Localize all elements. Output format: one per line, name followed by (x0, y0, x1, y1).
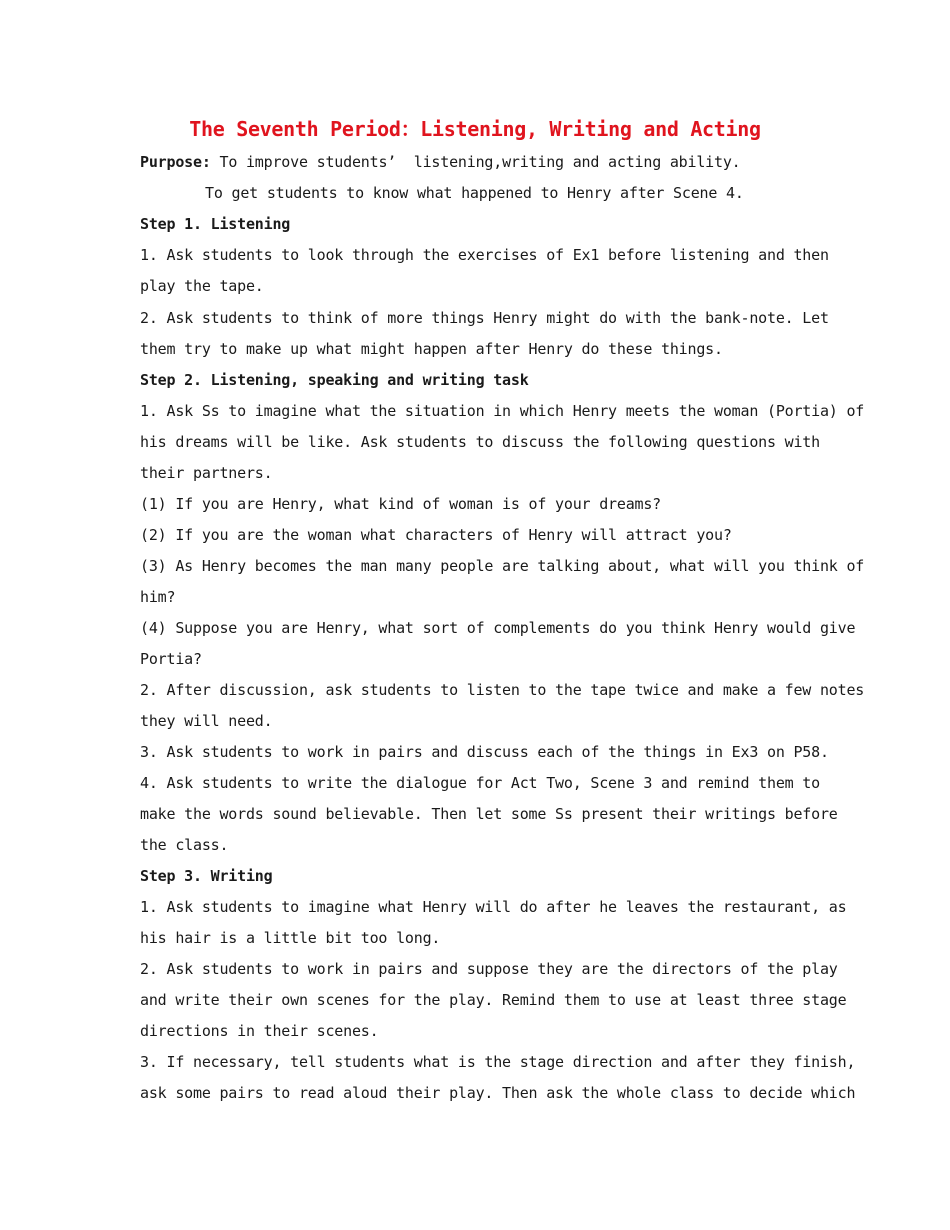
purpose-label: Purpose: (140, 153, 211, 171)
step1-line: 2. Ask students to think of more things Henry might do with the bank-note. Let (140, 309, 829, 327)
step1-heading: Step 1. Listening (140, 215, 291, 233)
purpose-line (140, 151, 820, 173)
step2-question: (3) As Henry becomes the man many people are talking about, what will you think of (140, 557, 865, 575)
step3-line: directions in their scenes. (140, 1022, 379, 1040)
step2-line: 1. Ask Ss to imagine what the situation in which Henry meets the woman (Portia) of (140, 402, 865, 420)
page-title: The Seventh Period：Listening, Writing and Acting (189, 117, 761, 141)
step3-line: his hair is a little bit too long. (140, 929, 441, 947)
step2-line: the class. (140, 836, 229, 854)
step2-question: (4) Suppose you are Henry, what sort of complements do you think Henry would give (140, 619, 856, 637)
step2-line: 2. After discussion, ask students to listen to the tape twice and make a few notes (140, 681, 865, 699)
step3-line: 1. Ask students to imagine what Henry will do after he leaves the restaurant, as (140, 898, 847, 916)
step2-line: his dreams will be like. Ask students to discuss the following questions with (140, 433, 820, 451)
step3-line: 2. Ask students to work in pairs and suppose they are the directors of the play (140, 960, 838, 978)
purpose-text-1: To improve students’ listening,writing and acting ability. (210, 153, 741, 171)
step2-line: their partners. (140, 464, 273, 482)
step2-line: they will need. (140, 712, 273, 730)
step3-line: ask some pairs to read aloud their play. Then ask the whole class to decide which (140, 1084, 856, 1102)
step3-line: and write their own scenes for the play. Remind them to use at least three stage (140, 991, 847, 1009)
step2-line: make the words sound believable. Then let some Ss present their writings before (140, 805, 838, 823)
step1-line: them try to make up what might happen after Henry do these things. (140, 340, 723, 358)
step2-heading: Step 2. Listening, speaking and writing task (140, 371, 529, 389)
step2-line: 3. Ask students to work in pairs and discuss each of the things in Ex3 on P58. (140, 743, 829, 761)
step3-heading: Step 3. Writing (140, 867, 273, 885)
step2-line: him? (140, 588, 176, 606)
step2-question: (2) If you are the woman what characters of Henry will attract you? (140, 526, 732, 544)
step2-line: Portia? (140, 650, 202, 668)
step3-line: 3. If necessary, tell students what is the stage direction and after they finish, (140, 1053, 856, 1071)
purpose-text-2: To get students to know what happened to Henry after Scene 4. (205, 184, 744, 202)
step2-question: (1) If you are Henry, what kind of woman is of your dreams? (140, 495, 662, 513)
step1-line: play the tape. (140, 277, 264, 295)
step1-line: 1. Ask students to look through the exercises of Ex1 before listening and then (140, 246, 829, 264)
step2-line: 4. Ask students to write the dialogue for Act Two, Scene 3 and remind them to (140, 774, 820, 792)
